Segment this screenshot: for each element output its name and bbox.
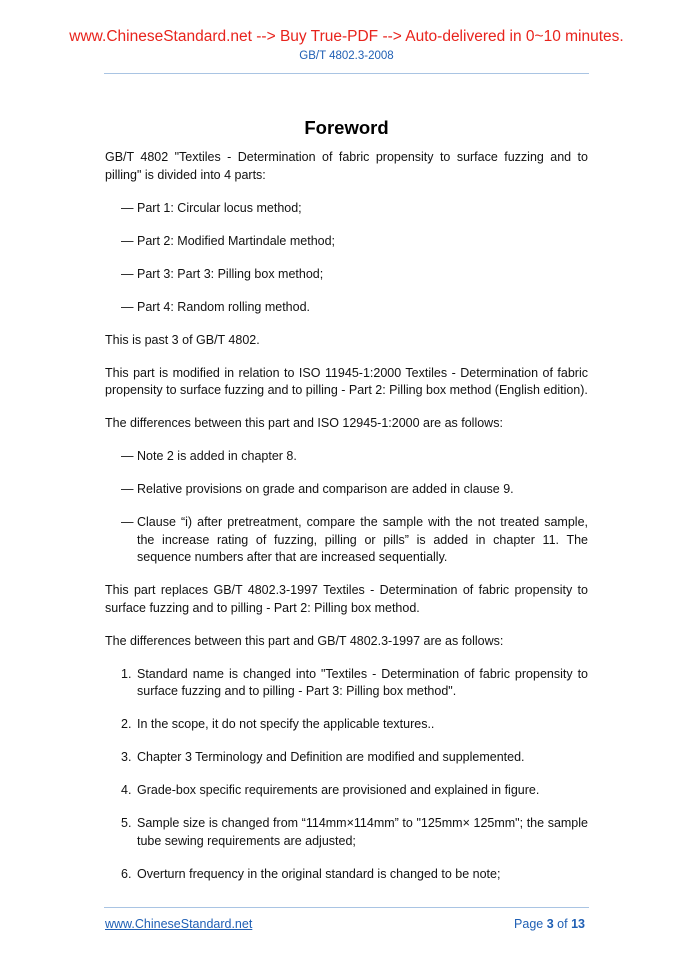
gb-diff-text: Overturn frequency in the original standard is changed to be note; (137, 866, 501, 881)
part-text: Part 3: Part 3: Pilling box method; (137, 266, 324, 281)
dash-mark: — (121, 266, 134, 281)
gb-diff-item (105, 716, 588, 734)
part-text: Part 1: Circular locus method; (137, 200, 302, 215)
gb-diff-item (105, 815, 588, 850)
part-text: Part 4: Random rolling method. (137, 299, 311, 314)
gb-diff-item (105, 866, 588, 884)
gb-diff-item (105, 666, 588, 701)
part-text: Part 2: Modified Martindale method; (137, 233, 336, 248)
page-indicator (514, 917, 585, 931)
item-number: 2. (121, 717, 132, 731)
iso-diff-item (105, 514, 588, 567)
dash-mark: — (121, 482, 134, 496)
page-word: Page (514, 917, 544, 931)
item-number: 6. (121, 866, 132, 881)
this-part-paragraph: This is past 3 of GB/T 4802. (105, 332, 260, 347)
page-title: Foreword (304, 117, 389, 138)
gb-diff-text: Standard name is changed into "Textiles - Determination of fabric propensity to surface fuzzing and to pilling - Part 3: Pilling box method". (137, 666, 588, 698)
gb-diff-item (105, 749, 588, 767)
gb-diff-text: Grade-box specific requirements are provisioned and explained in figure. (137, 783, 540, 797)
standard-code: GB/T 4802.3-2008 (299, 50, 394, 62)
document-body (105, 149, 588, 899)
item-number: 4. (121, 783, 132, 797)
footer-divider (104, 907, 589, 908)
dash-mark: — (121, 449, 134, 463)
page-total: 13 (571, 917, 585, 931)
intro-paragraph: GB/T 4802 "Textiles - Determination of fabric propensity to surface fuzzing and to pilling" is divided into 4 parts: (105, 150, 588, 182)
gb-diff-item (105, 782, 588, 800)
item-number: 5. (121, 816, 132, 830)
header-divider (104, 73, 589, 74)
iso-diff-item (105, 481, 588, 499)
iso-diff-text: Note 2 is added in chapter 8. (137, 449, 297, 463)
footer-site-link[interactable]: www.ChineseStandard.net (105, 917, 253, 931)
iso-diff-intro: The differences between this part and ISO 12945-1:2000 are as follows: (105, 416, 503, 430)
dash-mark: — (121, 515, 134, 529)
replaces-paragraph: This part replaces GB/T 4802.3-1997 Textiles - Determination of fabric propensity to surface fuzzing and to pilling - Part 2: Pilling box method. (105, 583, 588, 615)
modified-paragraph: This part is modified in relation to ISO 11945-1:2000 Textiles - Determination of fabric propensity to surface fuzzing and to pilling - Part 2: Pilling box method (English edition). (105, 365, 588, 397)
gb-diff-text: Sample size is changed from “114mm×114mm” to "125mm× 125mm"; the sample tube sewing requirements are adjusted; (137, 816, 588, 848)
gb-diff-text: In the scope, it do not specify the applicable textures.. (137, 717, 435, 731)
item-number: 3. (121, 750, 132, 764)
gb-diff-intro: The differences between this part and GB/T 4802.3-1997 are as follows: (105, 633, 504, 648)
dash-mark: — (121, 299, 134, 314)
iso-diff-text: Relative provisions on grade and comparison are added in clause 9. (137, 482, 514, 496)
part-list-item (105, 233, 588, 251)
part-list-item (105, 299, 588, 317)
page-number: 3 (546, 917, 554, 931)
header-banner: www.ChineseStandard.net --> Buy True-PDF --> Auto-delivered in 0~10 minutes. (69, 28, 624, 45)
part-list-item (105, 200, 588, 218)
of-word: of (557, 917, 568, 931)
item-number: 1. (121, 666, 132, 681)
part-list-item (105, 266, 588, 284)
dash-mark: — (121, 200, 134, 215)
gb-diff-text: Chapter 3 Terminology and Definition are modified and supplemented. (137, 750, 525, 764)
iso-diff-item (105, 448, 588, 466)
iso-diff-text: Clause “i) after pretreatment, compare the sample with the not treated sample, the increase rating of fuzzing, pilling or pills” is added in chapter 11. The sequence numbers after that are increased sequentially. (137, 515, 588, 564)
dash-mark: — (121, 233, 134, 248)
